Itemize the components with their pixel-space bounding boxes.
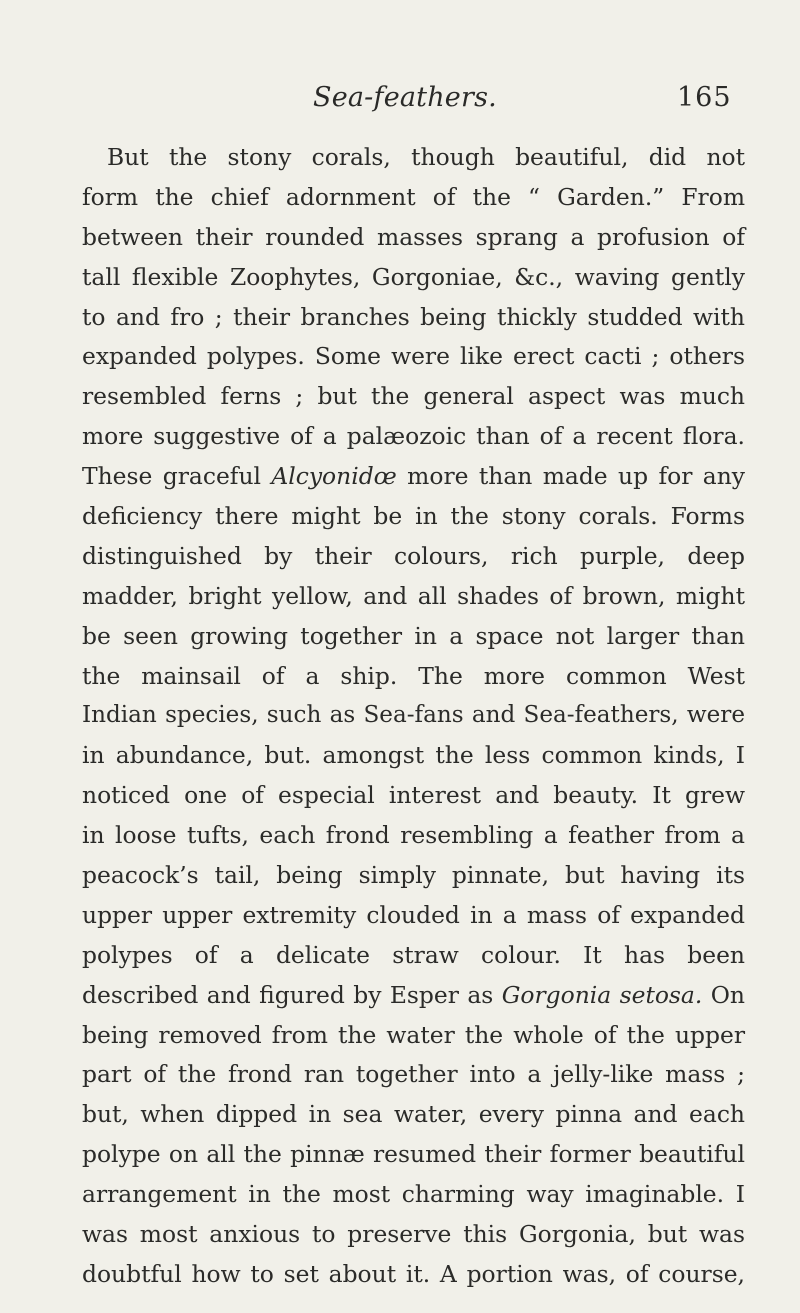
text-line: doubtful how to set about it. A portion was, of course, <box>82 1259 745 1288</box>
text-line: deficiency there might be in the stony corals. Forms <box>82 502 745 531</box>
text-line: form the chief adornment of the “ Garden.” From <box>82 182 745 211</box>
italic-term: Alcyonidœ <box>271 462 397 491</box>
running-title: Sea-feathers. <box>313 82 497 113</box>
text-line: being removed from the water the whole of the upper <box>82 1020 745 1049</box>
text-line: arrangement in the most charming way imaginable. I <box>82 1180 745 1209</box>
text-line: was most anxious to preserve this Gorgonia, but was <box>82 1220 745 1249</box>
text-line: But the stony corals, though beautiful, did not <box>107 143 745 171</box>
text-line: to and fro ; their branches being thickly studded with <box>82 302 745 331</box>
text-line: upper upper extremity clouded in a mass of expanded <box>82 900 745 929</box>
text-line: but, when dipped in sea water, every pinna and each <box>82 1100 745 1129</box>
text-line: the mainsail of a ship. The more common West <box>82 661 745 690</box>
text-line: noticed one of especial interest and beauty. It grew <box>82 781 745 810</box>
text-line: peacock’s tail, being simply pinnate, but having its <box>82 861 745 890</box>
text-line: be seen growing together in a space not larger than <box>82 621 745 650</box>
text-line: in abundance, but. amongst the less common kinds, I <box>82 741 745 770</box>
text-line: distinguished by their colours, rich purple, deep <box>82 541 745 570</box>
text-line: polypes of a delicate straw colour. It has been <box>82 940 745 969</box>
text-line: described and figured by Esper as Gorgonia setosa. On <box>82 980 745 1009</box>
running-head <box>0 82 800 122</box>
body-text <box>82 138 745 1295</box>
text-line: resembled ferns ; but the general aspect was much <box>82 382 745 411</box>
text-line: Indian species, such as Sea-fans and Sea-feathers, were <box>82 702 745 729</box>
page-number: 165 <box>677 82 732 113</box>
text-line: polype on all the pinnæ resumed their former beautiful <box>82 1140 745 1169</box>
text-line: part of the frond ran together into a jelly-like mass ; <box>82 1060 745 1089</box>
text-line: in loose tufts, each frond resembling a feather from a <box>82 821 745 850</box>
text-line: between their rounded masses sprang a profusion of <box>82 222 745 251</box>
text-line: more suggestive of a palæozoic than of a recent flora. <box>82 422 745 451</box>
text-line: expanded polypes. Some were like erect cacti ; others <box>82 342 745 371</box>
text-line: tall flexible Zoophytes, Gorgoniae, &c., waving gently <box>82 262 745 291</box>
italic-term: Gorgonia setosa. <box>501 980 703 1009</box>
text-line: These graceful Alcyonidœ more than made up for any <box>82 462 745 491</box>
text-line: madder, bright yellow, and all shades of brown, might <box>82 581 745 610</box>
